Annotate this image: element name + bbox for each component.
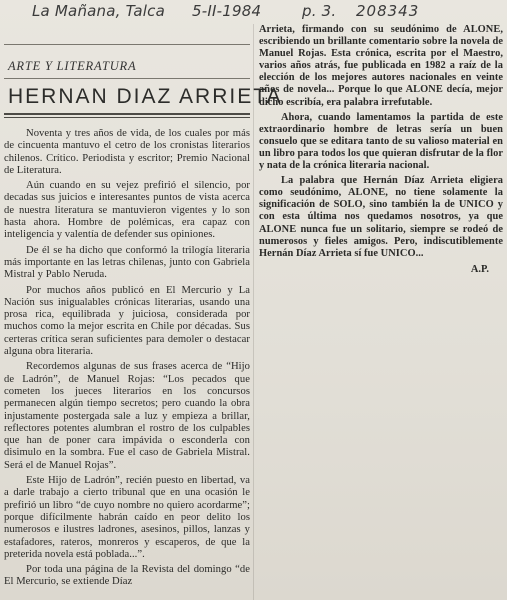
body-paragraph: De él se ha dicho que conformó la trilogía literaria más importante en las letras chilenas, junto con Gabriela Mistral y Pablo Neruda. — [4, 244, 250, 281]
body-paragraph: Por toda una página de la Revista del domingo “de El Mercurio, se extiende Díaz — [4, 564, 250, 588]
body-paragraph: Arrieta, firmando con su seudónimo de ALONE, escribiendo un brillante comentario sobre la novela de Manuel Rojas. Esta crónica, escrita por el Maestro, varios años atrás, fue publicada en 1982 a raíz de la elección de los mejores autores nacionales en veinte años de novela... Porque lo que ALONE decía, mejor dicho escribía, era palabra irrefutable. — [259, 24, 503, 108]
archive-code: 208343 — [356, 2, 420, 20]
body-paragraph: Noventa y tres años de vida, de los cuales por más de cincuenta mantuvo el cetro de los cronistas literarios chilenos. Crítico. Periodista y escritor; Premio Nacional de Literatura. — [4, 128, 250, 176]
section-label: ARTE Y LITERATURA — [8, 59, 137, 73]
body-paragraph: Ahora, cuando lamentamos la partida de este extraordinario hombre de letras sería un buen consuelo que se editara tanto de su valioso material en un libro para todos los que quieran disfrutar de la flor y nata de la crónica literaria nacional. — [259, 111, 503, 172]
article-right-column — [259, 24, 503, 275]
body-paragraph: La palabra que Hernán Díaz Arrieta eligiera como seudónimo, ALONE, no tiene solamente la significación de SOLO, sino también la de UNICO y con esta última nos quedamos nosotros, ya que ALONE nunca fue un solitario, siempre se rodeó de numerosos y fieles amigos. Pero, indiscutiblemente Hernán Díaz Arrieta sí fue UNICO... — [259, 175, 503, 259]
body-paragraph: Este Hijo de Ladrón”, recién puesto en libertad, va a darle trabajo a cierto tribunal que en una ocasión le prefirió un libro “de cuyo nombre no quiero acordarme”; porque difícilmente habrán caído en peor delito los numerosos e ilustres ladrones, asesinos, pillos, lanzas y estafadores, rateros, monreros y escaperos, de que la preterida novela está poblada...”. — [4, 475, 250, 560]
body-paragraph: Recordemos algunas de sus frases acerca de “Hijo de Ladrón”, de Manuel Rojas: “Los pecados que cometen los jueces literarios en los concursos permanecen algún tiempo secretos; pero cuando la obra injustamente postergada sale a luz y empieza a brillar, reflectores potentes alumbran el rostro de los culpables que han de poner cara impávida o esconderla con disimulo en la sombra. Fue el caso de Gabriela Mistral. Será el de Manuel Rojas”. — [4, 361, 250, 471]
date-note: 5-II-1984 — [192, 2, 262, 20]
source-note: La Mañana, Talca — [32, 2, 165, 20]
author-signature: A.P. — [470, 263, 489, 275]
article-title: HERNAN DIAZ ARRIETA — [8, 85, 283, 108]
handwritten-annotation — [4, 2, 501, 24]
body-paragraph: Por muchos años publicó en El Mercurio y La Nación sus inigualables crónicas literarias, usando una prosa rica, equilibrada y juiciosa, considerada por muchos como la mejor escrita en Chile por décadas. Sus certeras crítica seran suficientes para demoler o destacar alguna obra literaria. — [4, 284, 250, 358]
top-rule — [4, 44, 250, 45]
column-divider — [253, 24, 254, 600]
page-note: p. 3. — [302, 2, 337, 20]
section-rule — [4, 78, 250, 79]
article-left-column — [4, 40, 283, 592]
body-paragraph: Aún cuando en su vejez prefirió el silencio, por decadas sus juicios e interesantes puntos de vista acerca de nuestra literatura se mantuvieron vigentes y lo son hasta ahora. Hombre de polémicas, era capaz con inteligencia y valentía de defender sus opiniones. — [4, 180, 250, 241]
title-rule — [4, 113, 250, 118]
